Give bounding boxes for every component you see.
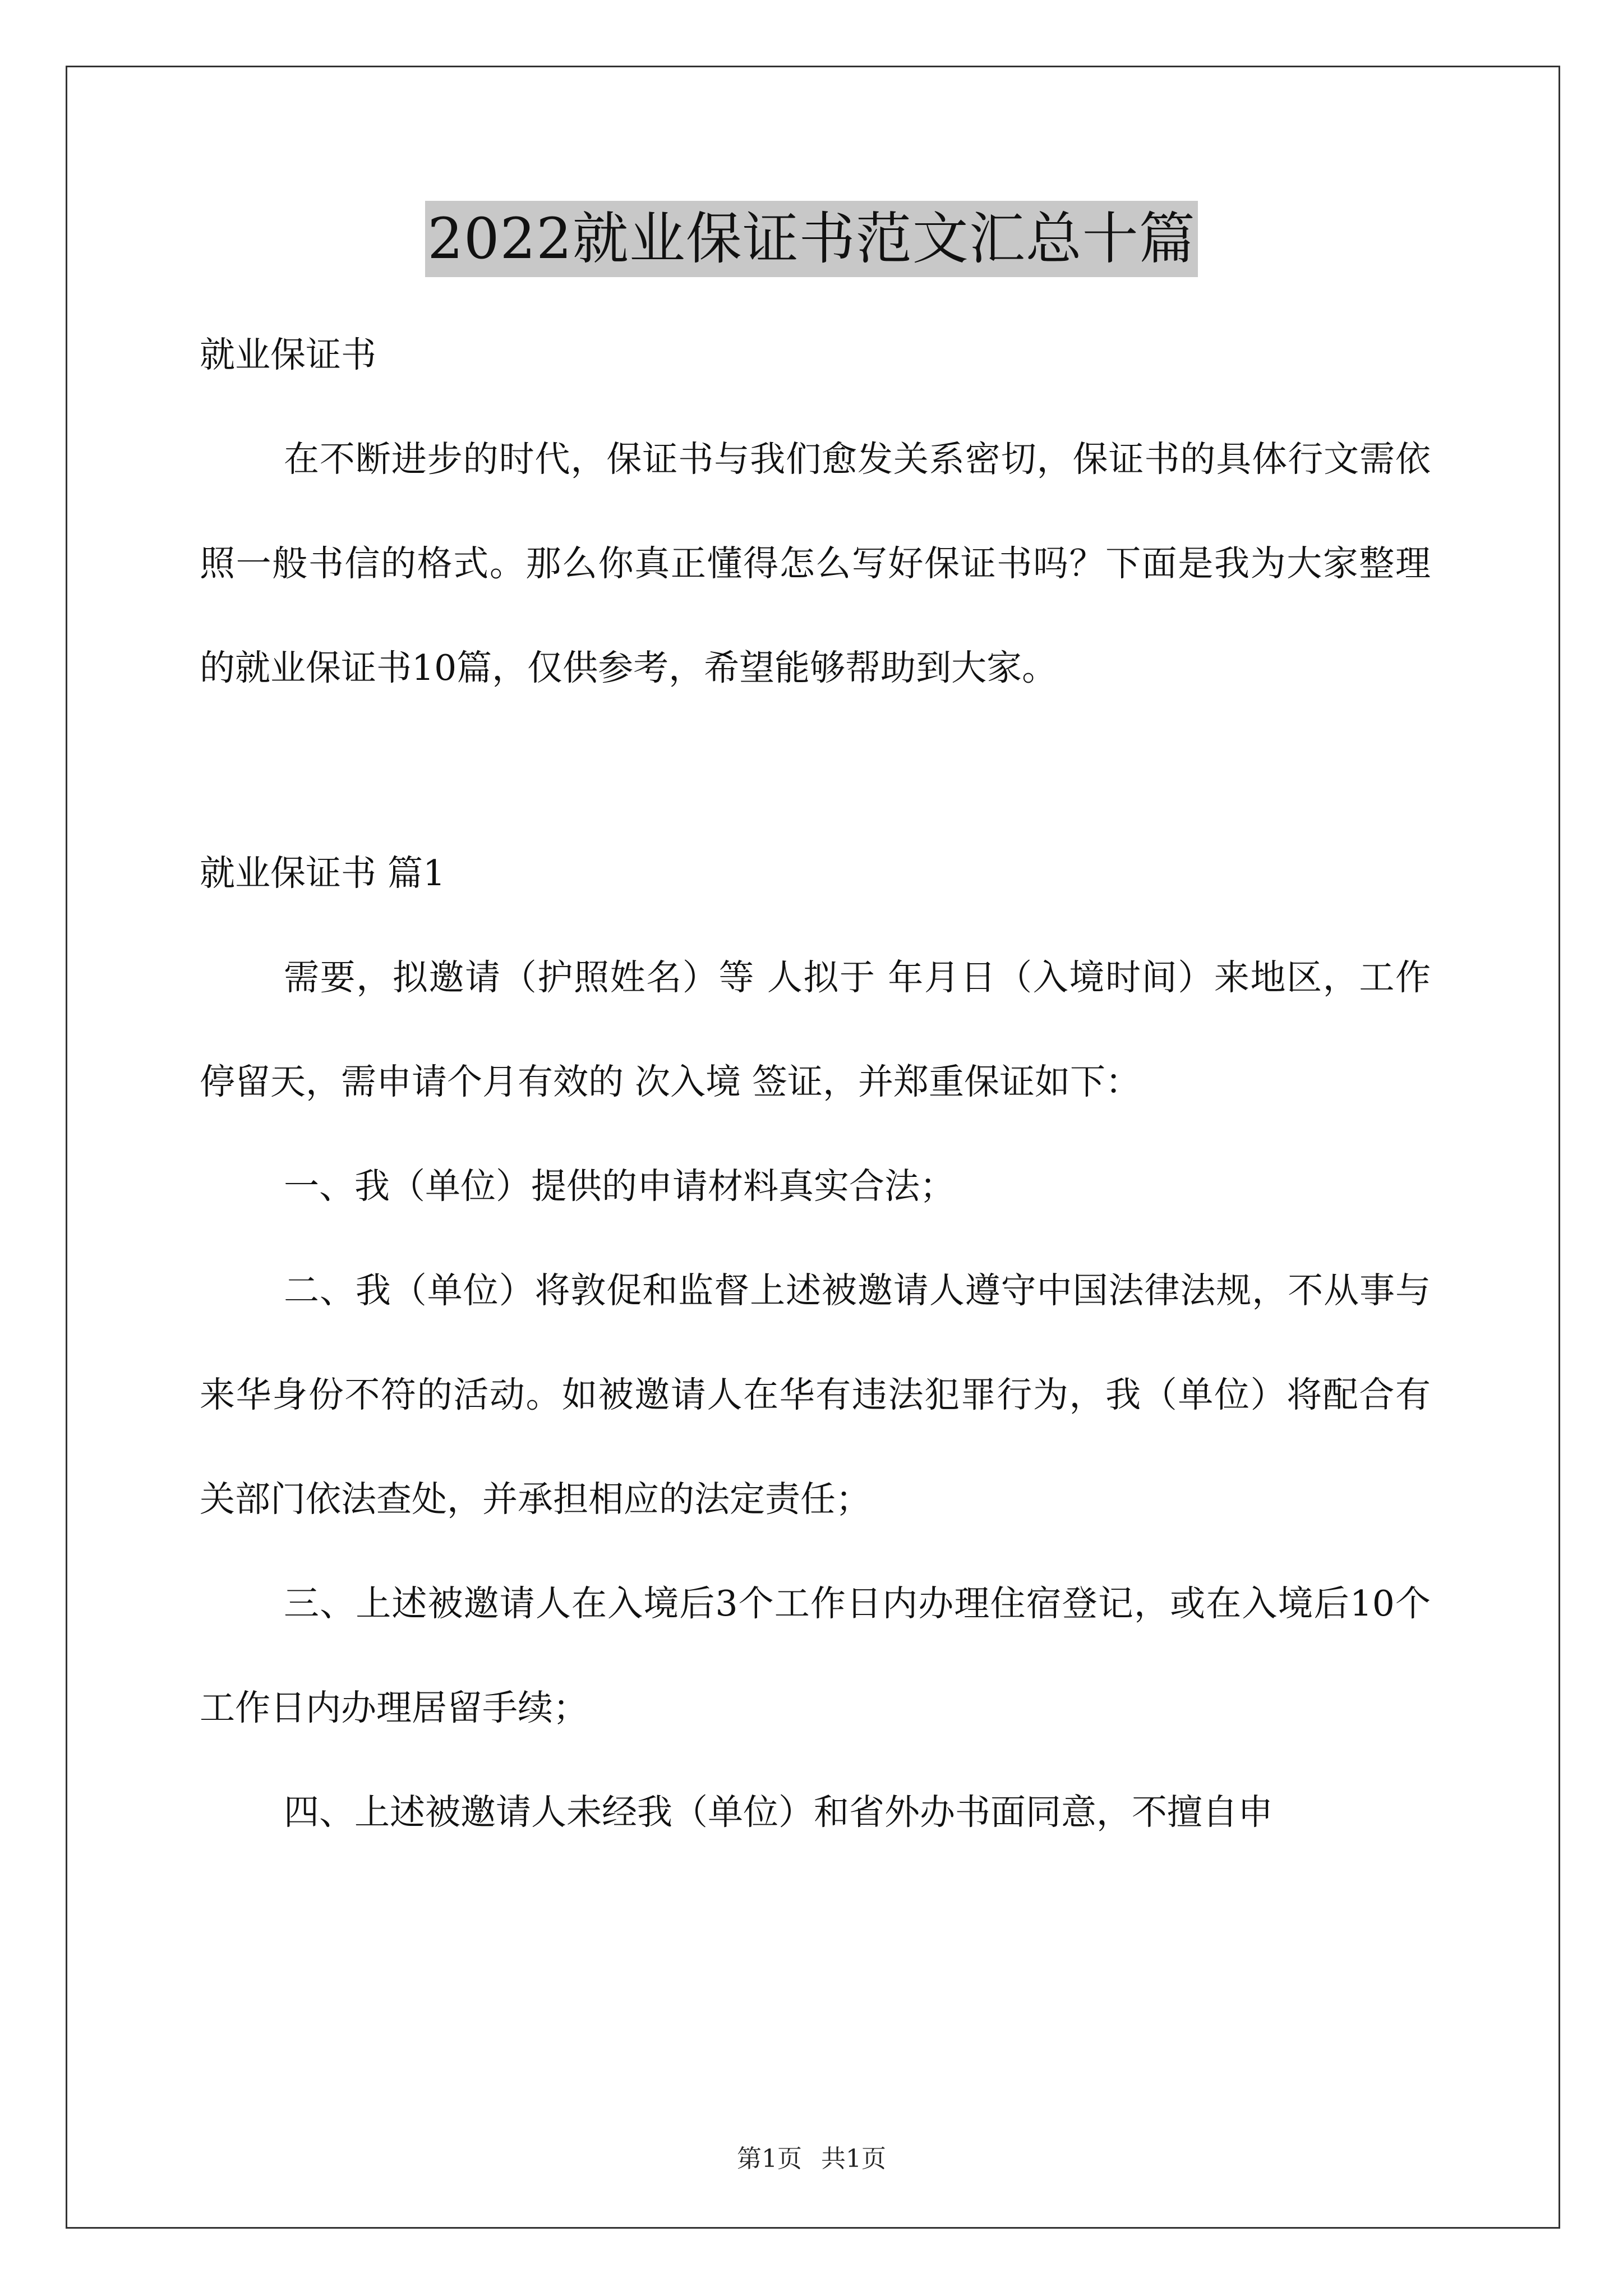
page-footer bbox=[0, 2138, 1623, 2174]
intro-paragraph: 在不断进步的时代，保证书与我们愈发关系密切，保证书的具体行文需依照一般书信的格式。那么你真正懂得怎么写好保证书吗？下面是我为大家整理的就业保证书10篇，仅供参考，希望能够帮助到大家。 bbox=[200, 439, 1431, 688]
section-paragraph: 二、我（单位）将敦促和监督上述被邀请人遵守中国法律法规，不从事与来华身份不符的活动。如被邀请人在华有违法犯罪行为，我（单位）将配合有关部门依法查处，并承担相应的法定责任； bbox=[200, 1270, 1431, 1520]
section-paragraph: 四、上述被邀请人未经我（单位）和省外办书面同意，不擅自申 bbox=[284, 1792, 1273, 1833]
intro-heading: 就业保证书 bbox=[200, 334, 376, 375]
page-number: 第1页 bbox=[737, 2145, 802, 2173]
section-paragraph: 三、上述被邀请人在入境后3个工作日内办理住宿登记，或在入境后10个工作日内办理居留手续； bbox=[200, 1583, 1431, 1728]
section-gap bbox=[200, 720, 1431, 821]
document-title: 2022就业保证书范文汇总十篇 bbox=[425, 201, 1198, 277]
section-heading: 就业保证书 篇1 bbox=[200, 853, 446, 894]
page-total: 共1页 bbox=[821, 2145, 886, 2173]
document-body bbox=[200, 303, 1431, 1865]
section-paragraph: 一、我（单位）提供的申请材料真实合法； bbox=[284, 1166, 955, 1207]
section-paragraph: 需要，拟邀请（护照姓名）等 人拟于 年月日（入境时间）来地区，工作停留天，需申请个月有效的 次入境 签证，并郑重保证如下： bbox=[200, 957, 1431, 1102]
title-area bbox=[0, 201, 1623, 277]
